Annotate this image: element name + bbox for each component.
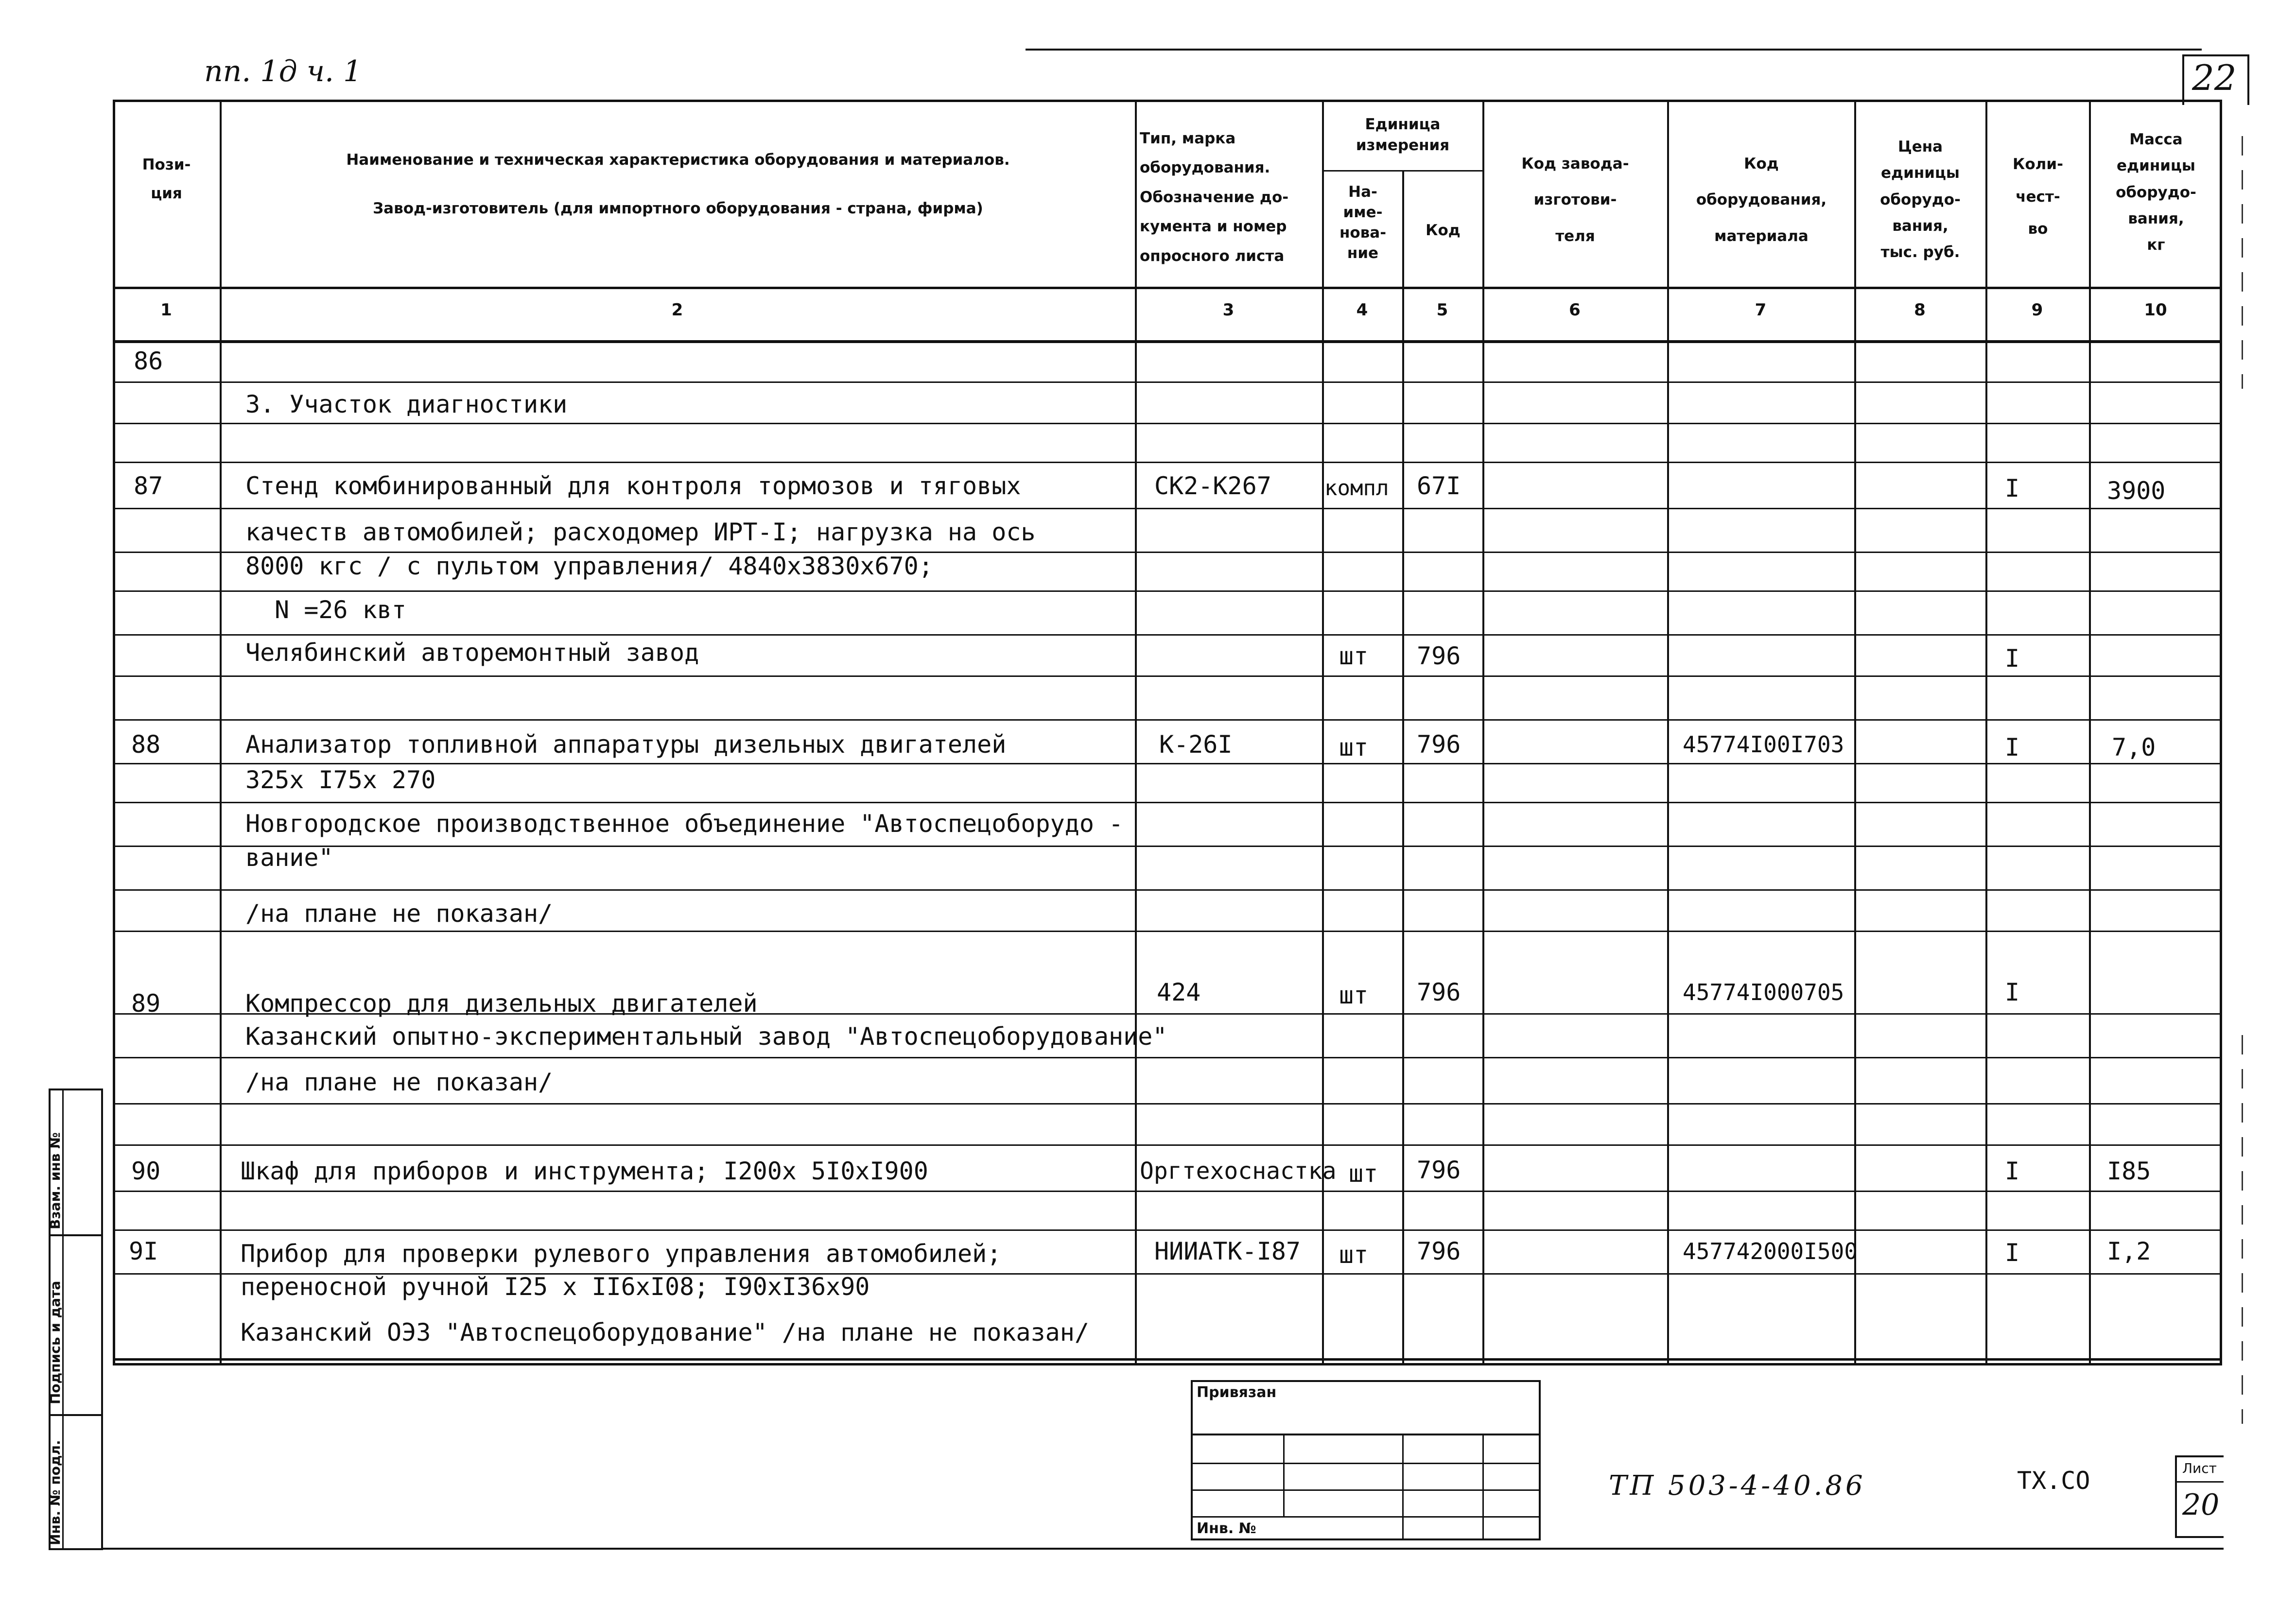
row-90-unit: шт <box>1349 1159 1378 1188</box>
table-end-rule <box>113 1358 2222 1361</box>
row-87-manufacturer-unit: шт <box>1339 642 1369 670</box>
row-rule <box>113 462 2222 463</box>
col-number-8: 8 <box>1914 300 1926 320</box>
stamp-privyazan-label: Привязан <box>1197 1384 1277 1401</box>
row-90-unit-code: 796 <box>1417 1156 1461 1184</box>
stamp-rule <box>1191 1463 1541 1464</box>
stamp-rule <box>1191 1434 1541 1435</box>
col-number-2: 2 <box>671 300 683 320</box>
col-line-6 <box>1667 100 1669 1365</box>
row-88-equipment-code: 45774I00I703 <box>1683 731 1844 758</box>
row-87-name-line3: 8000 кгс / с пультом управления/ 4840х3830х670; <box>245 552 933 580</box>
header-unit-group: Единица измерения <box>1356 116 1450 155</box>
row-89-equipment-code: 45774I000705 <box>1683 979 1844 1005</box>
row-rule <box>113 1144 2222 1146</box>
col-line-8 <box>1985 100 1987 1365</box>
row-88-dimensions: 325х I75х 270 <box>245 766 436 794</box>
row-91-equipment-code: 457742000I500 <box>1683 1238 1858 1264</box>
header-type: Тип, марка оборудования. Обозначение до- кумента и номер опросного листа <box>1140 130 1289 265</box>
row-rule <box>113 931 2222 932</box>
col-number-6: 6 <box>1569 300 1581 320</box>
row-rule <box>113 846 2222 847</box>
bottom-rule <box>103 1548 2224 1550</box>
top-rule <box>1026 49 2202 51</box>
sheet-label: Лист <box>2182 1460 2217 1476</box>
row-87-mass: 3900 <box>2107 477 2166 505</box>
margin-strip-rule <box>49 1414 103 1416</box>
row-88-unit-code: 796 <box>1417 730 1461 759</box>
col-line-7 <box>1854 100 1856 1365</box>
row-91-unit-code: 796 <box>1417 1237 1461 1265</box>
unit-header-split <box>1322 170 1482 172</box>
row-87-type: СК2-К267 <box>1154 472 1271 500</box>
row-91-mass: I,2 <box>2107 1237 2151 1265</box>
row-rule <box>113 1191 2222 1192</box>
stamp-col <box>1402 1434 1404 1540</box>
col-line-2 <box>1135 100 1137 1365</box>
row-88-mass: 7,0 <box>2112 733 2156 761</box>
handwritten-reference: пп. 1д ч. 1 <box>204 54 362 88</box>
row-89-manufacturer: Казанский опытно-экспериментальный завод "Автоспецоборудование" <box>245 1022 1167 1051</box>
section-title: 3. Участок диагностики <box>245 390 568 418</box>
row-87-quantity: I <box>2005 474 2020 502</box>
row-rule <box>113 508 2222 509</box>
document-designation: ТП 503-4-40.86 <box>1609 1470 1866 1502</box>
row-90-name: Шкаф для приборов и инструмента; I200х 5I0хI900 <box>241 1157 928 1185</box>
row-88-manufacturer: Новгородское производственное объединение "Автоспецоборудо - <box>245 810 1124 838</box>
row-90-mass: I85 <box>2107 1157 2151 1185</box>
col-number-9: 9 <box>2031 300 2043 320</box>
row-89-quantity: I <box>2005 978 2020 1006</box>
col-line-5 <box>1482 100 1484 1365</box>
margin-vzam-label: Взам. инв № <box>47 1132 63 1229</box>
row-89-type: 424 <box>1157 978 1201 1006</box>
header-quantity: Коли- чест- во <box>2013 156 2063 238</box>
row-rule <box>113 590 2222 592</box>
row-87-position: 87 <box>134 472 163 500</box>
margin-strip-rule <box>49 1234 103 1236</box>
row-87-power: N =26 квт <box>275 596 406 624</box>
row-87-manufacturer-quantity: I <box>2005 644 2020 673</box>
row-rule <box>113 1229 2222 1231</box>
row-87-manufacturer-code: 796 <box>1417 642 1461 670</box>
margin-inv-label: Инв. № подл. <box>47 1440 63 1545</box>
col-line-1 <box>220 100 222 1365</box>
row-rule <box>113 763 2222 764</box>
stamp-inventory-label: Инв. № <box>1197 1520 1256 1537</box>
row-rule <box>113 423 2222 424</box>
row-rule <box>113 1103 2222 1105</box>
row-rule <box>113 802 2222 803</box>
header-equipment-code: Код оборудования, материала <box>1696 155 1827 245</box>
row-89-name: Компрессор для дизельных двигателей <box>245 989 758 1018</box>
header-factory-code: Код завода- изготови- теля <box>1521 155 1629 245</box>
col-number-7: 7 <box>1755 300 1767 320</box>
row-90-type: Оргтехоснастка <box>1140 1158 1337 1185</box>
row-91-dimensions: переносной ручной I25 х II6хI08; I90хI36х90 <box>241 1273 870 1301</box>
row-87-unit-code: 67I <box>1417 472 1461 500</box>
row-87-name: Стенд комбинированный для контроля тормозов и тяговых <box>245 472 1021 500</box>
stamp-rule <box>1191 1516 1541 1518</box>
header-mass: Масса единицы оборудо- вания, кг <box>2116 131 2196 254</box>
header-unit-name: На- име- нова- ние <box>1339 183 1387 262</box>
page-number: 22 <box>2192 57 2237 98</box>
row-86-position: 86 <box>134 347 163 375</box>
header-position: Пози- ция <box>142 156 191 202</box>
stamp-rule <box>1191 1489 1541 1491</box>
row-rule <box>113 634 2222 636</box>
row-rule <box>113 889 2222 891</box>
row-91-type: НИИАТК-I87 <box>1154 1237 1301 1265</box>
header-name-line1: Наименование и техническая характеристика оборудования и материалов. <box>346 151 1010 169</box>
row-89-position: 89 <box>131 989 161 1018</box>
row-91-unit: шт <box>1339 1241 1369 1269</box>
col-number-3: 3 <box>1222 300 1235 320</box>
right-edge-mark <box>2242 136 2243 389</box>
header-unit-code: Код <box>1426 222 1461 239</box>
row-rule <box>113 1057 2222 1058</box>
stamp-col <box>1482 1434 1484 1540</box>
col-number-10: 10 <box>2144 300 2167 320</box>
header-name-line2: Завод-изготовитель (для импортного оборудования - страна, фирма) <box>373 200 983 217</box>
row-88-position: 88 <box>131 730 161 759</box>
row-91-name: Прибор для проверки рулевого управления автомобилей; <box>241 1240 1002 1268</box>
row-rule <box>113 675 2222 677</box>
row-91-position: 9I <box>129 1237 158 1265</box>
row-rule <box>113 719 2222 721</box>
row-88-quantity: I <box>2005 733 2020 761</box>
stamp-col <box>1283 1434 1285 1516</box>
col-number-4: 4 <box>1356 300 1368 320</box>
column-number-rule <box>113 340 2222 343</box>
section-code: ТХ.СО <box>2017 1467 2090 1495</box>
row-90-quantity: I <box>2005 1157 2020 1185</box>
right-edge-mark <box>2242 1035 2243 1424</box>
row-87-name-line2: качеств автомобилей; расходомер ИРТ-I; нагрузка на ось <box>245 518 1036 546</box>
header-bottom-rule <box>113 287 2222 289</box>
col-line-9 <box>2089 100 2091 1365</box>
row-87-manufacturer: Челябинский авторемонтный завод <box>245 639 699 667</box>
row-88-manufacturer-cont: вание" <box>245 844 333 872</box>
row-rule <box>113 381 2222 383</box>
sheet-box-rule <box>2175 1481 2224 1483</box>
row-91-manufacturer: Казанский ОЭЗ "Автоспецоборудование" /на плане не показан/ <box>241 1318 1089 1347</box>
col-number-1: 1 <box>160 300 172 320</box>
margin-podpis-label: Подпись и дата <box>47 1280 63 1404</box>
row-88-name: Анализатор топливной аппаратуры дизельных двигателей <box>245 730 1007 759</box>
row-89-unit-code: 796 <box>1417 978 1461 1006</box>
sheet-number: 20 <box>2182 1488 2220 1522</box>
row-90-position: 90 <box>131 1157 161 1185</box>
row-88-unit: шт <box>1339 733 1369 761</box>
header-price: Цена единицы оборудо- вания, тыс. руб. <box>1880 138 1961 261</box>
col-number-5: 5 <box>1436 300 1448 320</box>
row-89-unit: шт <box>1339 981 1369 1009</box>
row-88-type: К-26I <box>1159 730 1233 759</box>
row-91-quantity: I <box>2005 1239 2020 1267</box>
row-87-unit: компл <box>1324 476 1389 501</box>
row-89-note: /на плане не показан/ <box>245 1068 553 1096</box>
col-line-4 <box>1402 170 1404 1365</box>
row-88-note: /на плане не показан/ <box>245 899 553 928</box>
